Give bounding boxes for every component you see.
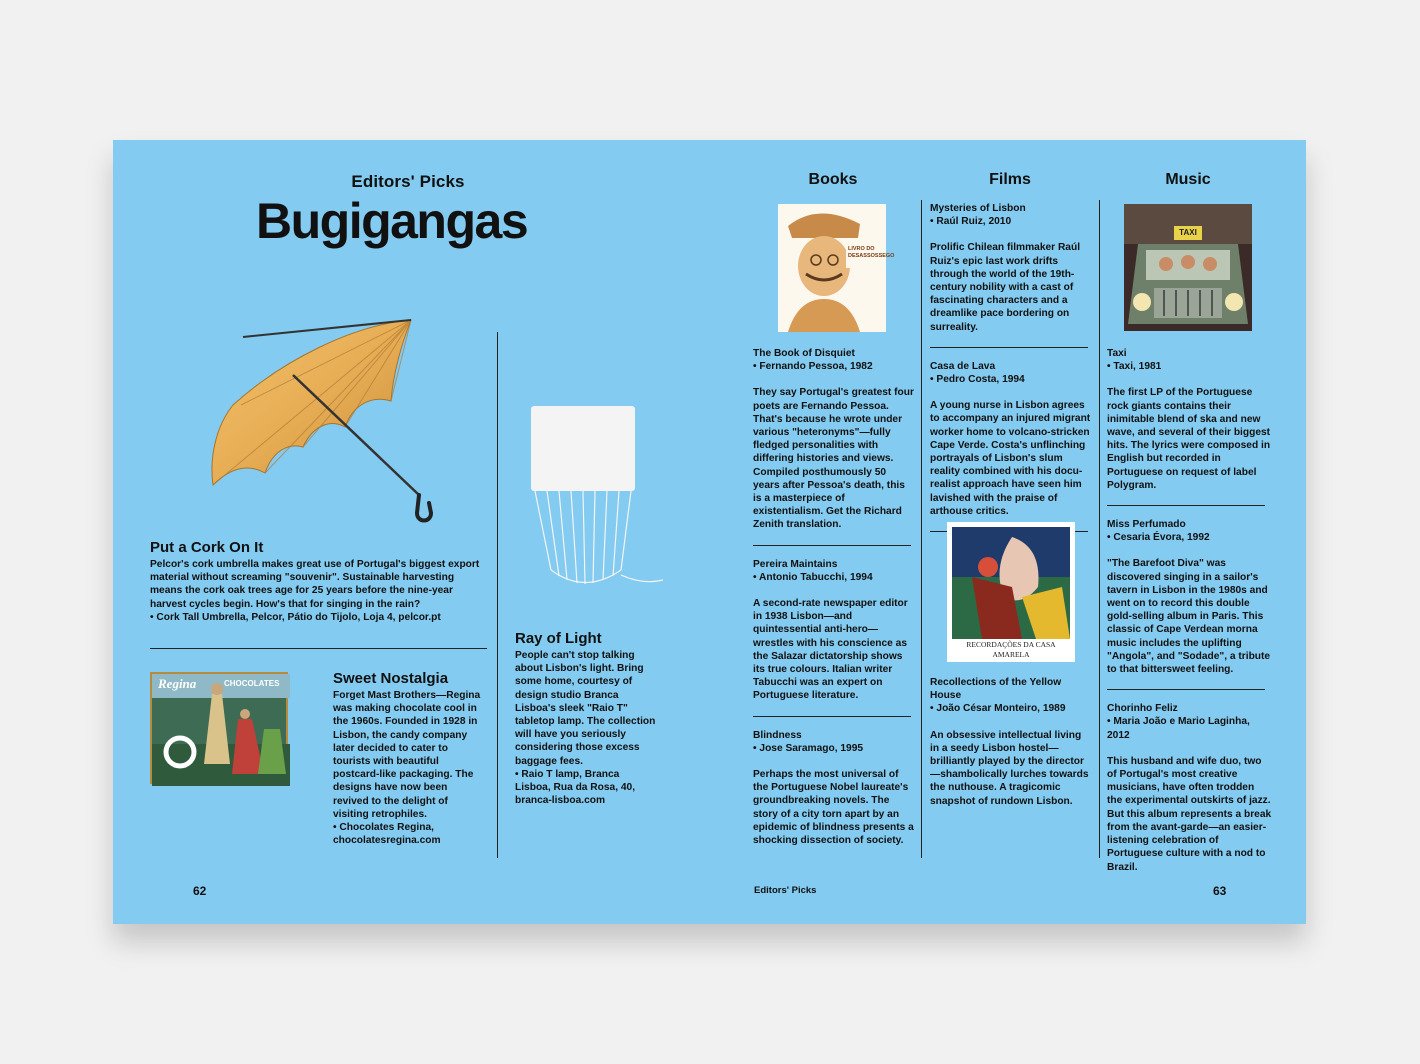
films-heading: Films <box>989 171 1031 188</box>
ray-body: People can't stop talking about Lisbon's light. Bring some home, courtesy of design studio Branca Lisboa's sleek "Raio T" tabletop lamp. The collection will have you seriously considering those excess baggage fees. • Raio T lamp, Branca Lisboa, Rua da Rosa, 40, branca-lisboa.com <box>515 650 656 807</box>
films-music-rule <box>1099 200 1100 858</box>
cork-body: Pelcor's cork umbrella makes great use of Portugal's biggest export material without screaming "souvenir". Sustainable harvesting means the cork oak trees age for 25 years before the nine-year harvest cycles begin. How's that for singing in the rain? • Cork Tall Umbrella, Pelcor, Pátio do Tijolo, Loja 4, pelcor.pt <box>150 559 480 623</box>
chocolates-label-text: CHOCOLATES <box>224 679 280 688</box>
page-title: Bugigangas <box>256 193 528 249</box>
films-entries-top <box>930 202 1092 532</box>
music-entry: Chorinho Feliz • Maria João e Mario Laginha, 2012 This husband and wife duo, two of Portugal's most creative musicians, have often trodden the experimental outskirts of jazz. But this album represents a break from the avant-garde—an easier-listening celebration of Portuguese culture with a nod to Brazil. <box>1107 703 1272 873</box>
books-heading: Books <box>808 171 858 188</box>
films-entries-bottom <box>930 676 1092 808</box>
film-poster-image <box>947 522 1075 662</box>
books-divider-1 <box>753 545 911 546</box>
left-column-rule <box>497 332 498 858</box>
raio-t-lamp-image <box>523 400 673 590</box>
cork-umbrella-image <box>203 315 443 525</box>
book-cover-title-text: LIVRO DO DESASSOSSEGO <box>848 246 895 259</box>
book-entry: The Book of Disquiet • Fernando Pessoa, 1982 They say Portugal's greatest four poets are Fernando Pessoa. That's because he wrote under various "heteronyms"—fully fledged personalities with differing histories and views. Compiled posthumously 50 years after Pessoa's death, this is a masterpiece of existentialism. Get the Richard Zenith translation. <box>753 348 914 531</box>
music-divider-2 <box>1107 689 1265 690</box>
ray-title: Ray of Light <box>515 630 602 647</box>
book-entry: Blindness • Jose Saramago, 1995 Perhaps the most universal of the Portuguese Nobel laureate's groundbreaking novels. The story of a city torn apart by an epidemic of blindness presents a shocking dissection of society. <box>753 729 914 847</box>
right-footer-label: Editors' Picks <box>754 885 817 896</box>
sweet-body: Forget Mast Brothers—Regina was making chocolate cool in the 1960s. Founded in 1928 in Lisbon, the candy company later decided to cater to tourists with beautiful postcard-like packaging. The designs have now been revived to the delight of visiting retrophiles. • Chocolates Regina, chocolatesregina.com <box>333 690 481 847</box>
music-heading: Music <box>1165 171 1211 188</box>
music-entries <box>1107 347 1272 874</box>
music-divider-1 <box>1107 505 1265 506</box>
poster-title-text: RECORDAÇÕES DA CASA AMARELA <box>966 640 1056 659</box>
sweet-title: Sweet Nostalgia <box>333 670 449 687</box>
cork-title: Put a Cork On It <box>150 539 264 556</box>
left-divider <box>150 648 487 649</box>
music-entry: Miss Perfumado • Cesaria Évora, 1992 "The Barefoot Diva" was discovered singing in a sailor's tavern in Lisbon in the 1980s and went on to record this double gold-selling album in Paris. This classic of Cape Verdean morna music includes the uplifting "Angola", and "Sodade", a tribute to that bittersweet feeling. <box>1107 519 1271 676</box>
regina-brand-text: Regina <box>158 676 197 691</box>
right-page-number: 63 <box>1213 884 1227 898</box>
magazine-spread <box>113 140 1306 924</box>
books-divider-2 <box>753 716 911 717</box>
book-cover-image <box>778 204 895 332</box>
films-divider-1 <box>930 347 1088 348</box>
left-page-number: 62 <box>193 884 207 898</box>
album-taxi-sign-text: TAXI <box>1179 228 1197 237</box>
section-kicker: Editors' Picks <box>351 172 465 191</box>
books-entries <box>753 347 915 847</box>
film-entry: Casa de Lava • Pedro Costa, 1994 A young nurse in Lisbon agrees to accompany an injured migrant worker home to volcano-stricken Cape Verde. Costa's unflinching portrayals of Lisbon's slum reality combined with his docu-realist approach have seen him lavished with the praise of arthouse critics. <box>930 360 1091 517</box>
book-entry: Pereira Maintains • Antonio Tabucchi, 1994 A second-rate newspaper editor in 1938 Lisbon—and quintessential anti-hero—wrestles with his conscience as the Salazar dictatorship shows its true colours. Italian writer Tabucchi was an expert on Portuguese literature. <box>753 558 908 702</box>
film-entry: Mysteries of Lisbon • Raúl Ruiz, 2010 Prolific Chilean filmmaker Raúl Ruiz's epic last work drifts through the world of the 19th-century nobility with a cast of fascinating characters and a dreamlike pace bordering on surreality. <box>930 203 1081 333</box>
regina-chocolates-image <box>150 672 288 784</box>
books-films-rule <box>921 200 922 858</box>
album-cover-image <box>1124 204 1252 331</box>
music-entry: Taxi • Taxi, 1981 The first LP of the Portuguese rock giants contains their inimitable blend of ska and new wave, and several of their biggest hits. The lyrics were composed in English but recorded in Portuguese on request of label Polygram. <box>1107 348 1271 491</box>
film-entry: Recollections of the Yellow House • João César Monteiro, 1989 An obsessive intellectual living in a seedy Lisbon hostel—brilliantly played by the director—shambolically lurches towards the nuthouse. A tragicomic snapshot of rundown Lisbon. <box>930 677 1089 807</box>
